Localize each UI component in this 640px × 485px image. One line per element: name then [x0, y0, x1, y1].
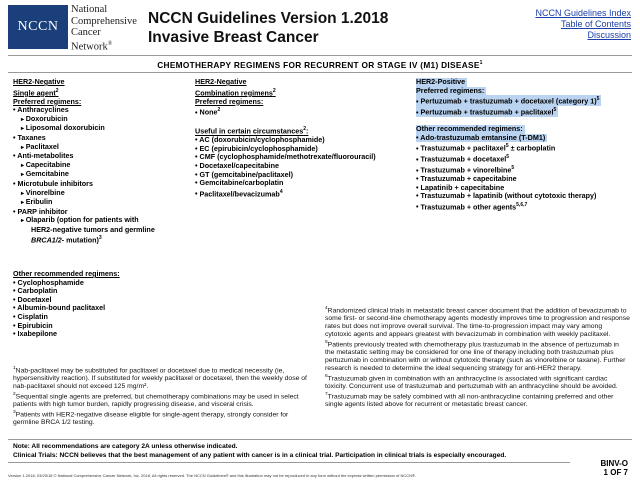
list-item: • Pertuzumab + trastuzumab + paclitaxel$^5$: [416, 106, 601, 117]
list-item: • Pertuzumab + trastuzumab + docetaxel (category 1)$^5$: [416, 95, 601, 106]
list-item: • Lapatinib + capecitabine: [416, 184, 601, 193]
footnotes-left: [13, 365, 313, 427]
list-item: • GT (gemcitabine/paclitaxel): [195, 171, 376, 180]
col1-heading: HER2-Negative: [13, 77, 65, 86]
list-item-continued: BRCA1/2- mutation)$^3$: [31, 235, 102, 245]
copyright-footer: Version 1.2018, 03/20/18 © National Comprehensive Cancer Network, Inc. 2018, All rights reserved. The NCCN Guidelines® and this illustration may not be reproduced in any form without the express written permission of NCCN®.: [8, 473, 417, 478]
header-divider: [8, 55, 632, 56]
col1-preferred-label: Preferred regimens:: [13, 96, 82, 106]
list-item: • Cyclophosphamide: [13, 279, 120, 288]
note-divider: [8, 439, 632, 440]
list-item: • CMF (cyclophosphamide/methotrexate/fluorouracil): [195, 153, 376, 162]
list-item: • Microtubule inhibitors: [13, 180, 155, 189]
her2-negative-single-agent-column: [13, 78, 155, 245]
list-item: • Albumin-bound paclitaxel: [13, 304, 120, 313]
section-title: CHEMOTHERAPY REGIMENS FOR RECURRENT OR STAGE IV (M1) DISEASE$^1$: [157, 60, 483, 70]
col1-other-regimens: [13, 270, 120, 339]
col3-heading: HER2-Positive: [416, 77, 466, 86]
list-item: • Taxanes: [13, 134, 155, 143]
nccn-logo: NCCN: [8, 5, 68, 49]
col2-preferred-label: Preferred regimens:: [195, 96, 264, 106]
list-item: • Epirubicin: [13, 322, 120, 331]
list-item: ▸ Doxorubicin: [13, 115, 155, 125]
page-title: NCCN Guidelines Version 1.2018 Invasive Breast Cancer: [148, 10, 389, 46]
list-item: • Trastuzumab + docetaxel$^5$: [416, 153, 601, 164]
list-item: • Trastuzumab + capecitabine: [416, 175, 601, 184]
footnote: $^3$Patients with HER2-negative disease eligible for single-agent therapy, strongly consider for germline BRCA 1/2 testing.: [13, 410, 289, 427]
list-item: ▸ Capecitabine: [13, 161, 155, 171]
col1-subheading: Single agent$^2$: [13, 87, 59, 97]
list-item: ▸ Olaparib (option for patients with: [13, 216, 155, 226]
footnote: $^7$Trastuzumab may be safely combined with all non-anthracycline containing preferred and other single agents listed above for recurrent or metastatic breast cancer.: [325, 391, 614, 409]
footnote: $^5$Patients previously treated with chemotherapy plus trastuzumab in the absence of pertuzumab in the metastatic setting may be considered for one line of therapy including both trastuzumab plus pertuzumab in combination with or without cytotoxic therapy (such as vinorelbine or taxane). Further research is needed to determine the ideal sequencing strategy for anti-HER2 therapy.: [325, 339, 626, 372]
her2-positive-column: [416, 78, 601, 212]
discussion-link[interactable]: Discussion: [587, 30, 631, 40]
list-item: • Anthracyclines: [13, 106, 155, 115]
page-code: BINV-O 1 OF 7: [600, 459, 628, 477]
list-item: • Cisplatin: [13, 313, 120, 322]
footnote: $^1$Nab-paclitaxel may be substituted for paclitaxel or docetaxel due to medical necessity (ie, hypersensitivity reaction). If substituted for weekly paclitaxel or docetaxel, then the weekly dose of nab-paclitaxel should not exceed 125 mg/m².: [13, 366, 307, 391]
list-item: ▸ Gemcitabine: [13, 170, 155, 180]
note-bottom-divider: [8, 462, 570, 463]
list-item: • Trastuzumab + lapatinib (without cytotoxic therapy): [416, 192, 601, 201]
list-item: • Trastuzumab + paclitaxel$^5$ ± carboplatin: [416, 142, 601, 153]
org-name: National Comprehensive Cancer Network®: [71, 4, 137, 52]
section-divider: [8, 72, 632, 73]
list-item: • Gemcitabine/carboplatin: [195, 179, 376, 188]
footnote: $^6$Trastuzumab given in combination with an anthracycline is associated with significant cardiac toxicity. Concurrent use of trastuzumab and pertuzumab with an anthracycline should be avoided.: [325, 373, 618, 390]
col3-preferred-label: Preferred regimens:: [416, 85, 485, 95]
list-item: • EC (epirubicin/cyclophosphamide): [195, 145, 376, 154]
list-item: • Ixabepilone: [13, 330, 120, 339]
list-item: • Paclitaxel/bevacizumab$^4$: [195, 188, 376, 199]
list-item: ▸ Liposomal doxorubicin: [13, 124, 155, 134]
col2-subheading: Combination regimens$^2$: [195, 87, 276, 97]
list-item: • Ado-trastuzumab emtansine (T-DM1): [416, 134, 601, 143]
footnote: $^2$Sequential single agents are preferred, but chemotherapy combinations may be used in select patients with high tumor burden, rapidly progressing disease, and visceral crisis.: [13, 391, 299, 409]
table-of-contents-link[interactable]: Table of Contents: [560, 19, 631, 29]
list-item: • Docetaxel: [13, 296, 120, 305]
col1-other-label: Other recommended regimens:: [13, 269, 120, 278]
footnotes-right: [325, 305, 630, 409]
footnote: $^4$Randomized clinical trials in metastatic breast cancer document that the addition of bevacizumab to some first- or second-line chemotherapy agents modestly improves time to progression and response rates but does not improve overall survival. The time-to-progression impact may vary among cytotoxic agents and appears greatest with bevacizumab in combination with weekly paclitaxel.: [325, 306, 630, 338]
col3-other-label: Other recommended regimens:: [416, 124, 523, 134]
list-item: • Trastuzumab + other agents$^{5,6,7}$: [416, 201, 601, 212]
list-item: ▸ Vinorelbine: [13, 189, 155, 199]
list-item: • Carboplatin: [13, 287, 120, 296]
list-item: • Trastuzumab + vinorelbine$^5$: [416, 164, 601, 175]
list-item: • PARP inhibitor: [13, 208, 155, 217]
list-item: ▸ Paclitaxel: [13, 143, 155, 153]
list-item-continued: HER2-negative tumors and germline: [31, 224, 155, 234]
col2-useful-label: Useful in certain circumstances$^2$:: [195, 126, 309, 136]
list-item: ▸ Eribulin: [13, 198, 155, 208]
nav-links: [535, 8, 631, 41]
list-item: • Docetaxel/capecitabine: [195, 162, 376, 171]
list-item: • Anti-metabolites: [13, 152, 155, 161]
her2-negative-combination-column: [195, 78, 376, 199]
col2-heading: HER2-Negative: [195, 77, 247, 86]
list-item: • None$^2$: [195, 106, 376, 117]
guidelines-index-link[interactable]: NCCN Guidelines Index: [535, 8, 631, 18]
category-note: Note: All recommendations are category 2A unless otherwise indicated. Clinical Trials: NCCN believes that the best management of any patient with cancer is in a clinical trial. Participation in clinical trials is especially encouraged.: [13, 443, 507, 459]
list-item: • AC (doxorubicin/cyclophosphamide): [195, 136, 376, 145]
